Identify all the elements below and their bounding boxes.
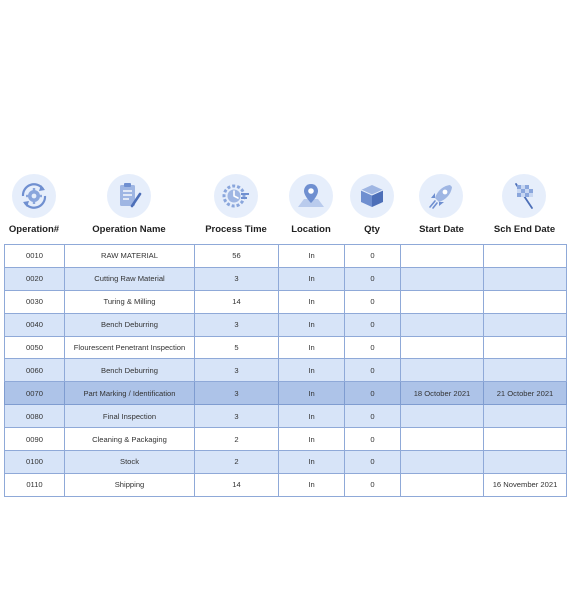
- location-cell: In: [279, 336, 345, 359]
- qty-cell: 0: [345, 336, 401, 359]
- start-date-cell: [401, 359, 484, 382]
- operations-table: [4, 244, 567, 497]
- operation-number-cell: 0020: [5, 267, 65, 290]
- process-time-cell: 5: [195, 336, 279, 359]
- start-date-cell: [401, 473, 484, 496]
- start-date-cell: [401, 336, 484, 359]
- header-start-date[interactable]: Start Date: [419, 224, 464, 235]
- start-date-cell: [401, 405, 484, 428]
- operation-number-cell: 0040: [5, 313, 65, 336]
- header-location[interactable]: Location: [291, 224, 331, 235]
- location-cell: In: [279, 405, 345, 428]
- end-date-cell: [484, 451, 567, 474]
- end-date-cell: [484, 313, 567, 336]
- process-time-cell: 14: [195, 290, 279, 313]
- qty-cell: 0: [345, 428, 401, 451]
- process-time-cell: 56: [195, 245, 279, 268]
- location-cell: In: [279, 428, 345, 451]
- location-cell: In: [279, 267, 345, 290]
- end-date-cell: [484, 245, 567, 268]
- operations-table-body: [5, 245, 567, 497]
- table-row[interactable]: [5, 290, 567, 313]
- process-time-cell: 3: [195, 382, 279, 405]
- qty-cell: 0: [345, 473, 401, 496]
- table-row[interactable]: [5, 336, 567, 359]
- start-date-cell: [401, 267, 484, 290]
- qty-cell: 0: [345, 245, 401, 268]
- qty-cell: 0: [345, 313, 401, 336]
- qty-cell: 0: [345, 451, 401, 474]
- operation-number-cell: 0110: [5, 473, 65, 496]
- operation-number-cell: 0070: [5, 382, 65, 405]
- table-row[interactable]: [5, 313, 567, 336]
- operation-name-cell: Shipping: [65, 473, 195, 496]
- process-time-cell: 3: [195, 359, 279, 382]
- location-cell: In: [279, 382, 345, 405]
- location-cell: In: [279, 359, 345, 382]
- table-row[interactable]: [5, 428, 567, 451]
- end-date-cell: [484, 359, 567, 382]
- end-date-cell: [484, 428, 567, 451]
- header-operation[interactable]: Operation#: [8, 224, 60, 235]
- operation-number-cell: 0080: [5, 405, 65, 428]
- start-date-cell: [401, 428, 484, 451]
- header-sch-end-date[interactable]: Sch End Date: [493, 224, 556, 235]
- operation-name-cell: Cleaning & Packaging: [65, 428, 195, 451]
- process-time-cell: 3: [195, 267, 279, 290]
- table-row[interactable]: [5, 245, 567, 268]
- qty-cell: 0: [345, 359, 401, 382]
- location-cell: In: [279, 290, 345, 313]
- operation-number-cell: 0050: [5, 336, 65, 359]
- end-date-cell: [484, 336, 567, 359]
- end-date-cell: [484, 405, 567, 428]
- header-process-time[interactable]: Process Time: [205, 224, 267, 235]
- operation-number-cell: 0030: [5, 290, 65, 313]
- process-time-cell: 14: [195, 473, 279, 496]
- start-date-cell: 18 October 2021: [401, 382, 484, 405]
- gear-cycle-icon: [12, 174, 56, 218]
- location-cell: In: [279, 313, 345, 336]
- process-time-cell: 2: [195, 428, 279, 451]
- process-time-cell: 3: [195, 405, 279, 428]
- qty-cell: 0: [345, 290, 401, 313]
- operation-name-cell: Part Marking / Identification: [65, 382, 195, 405]
- operation-number-cell: 0010: [5, 245, 65, 268]
- qty-cell: 0: [345, 382, 401, 405]
- table-row[interactable]: [5, 382, 567, 405]
- table-row[interactable]: [5, 405, 567, 428]
- start-date-cell: [401, 290, 484, 313]
- start-date-cell: [401, 451, 484, 474]
- operation-name-cell: Cutting Raw Material: [65, 267, 195, 290]
- start-date-cell: [401, 313, 484, 336]
- process-time-cell: 2: [195, 451, 279, 474]
- table-row[interactable]: [5, 359, 567, 382]
- operation-name-cell: Bench Deburring: [65, 313, 195, 336]
- operation-name-cell: Final Inspection: [65, 405, 195, 428]
- operation-name-cell: Stock: [65, 451, 195, 474]
- clock-gear-icon: [214, 174, 258, 218]
- table-row[interactable]: [5, 451, 567, 474]
- end-date-cell: 21 October 2021: [484, 382, 567, 405]
- qty-cell: 0: [345, 267, 401, 290]
- header-operation-name[interactable]: Operation Name: [92, 224, 166, 235]
- end-date-cell: [484, 290, 567, 313]
- operation-name-cell: Turing & Milling: [65, 290, 195, 313]
- end-date-cell: [484, 267, 567, 290]
- table-header: [0, 224, 570, 240]
- map-pin-icon: [289, 174, 333, 218]
- table-row[interactable]: [5, 473, 567, 496]
- process-time-cell: 3: [195, 313, 279, 336]
- qty-cell: 0: [345, 405, 401, 428]
- location-cell: In: [279, 451, 345, 474]
- finish-flag-icon: [502, 174, 546, 218]
- table-row[interactable]: [5, 267, 567, 290]
- operation-number-cell: 0060: [5, 359, 65, 382]
- rocket-icon: [419, 174, 463, 218]
- operation-name-cell: Flourescent Penetrant Inspection: [65, 336, 195, 359]
- end-date-cell: 16 November 2021: [484, 473, 567, 496]
- operation-name-cell: Bench Deburring: [65, 359, 195, 382]
- operation-number-cell: 0090: [5, 428, 65, 451]
- location-cell: In: [279, 473, 345, 496]
- column-icon-row: [0, 174, 570, 222]
- start-date-cell: [401, 245, 484, 268]
- box-icon: [350, 174, 394, 218]
- operation-number-cell: 0100: [5, 451, 65, 474]
- document-pen-icon: [107, 174, 151, 218]
- header-qty[interactable]: Qty: [364, 224, 380, 235]
- operation-name-cell: RAW MATERIAL: [65, 245, 195, 268]
- location-cell: In: [279, 245, 345, 268]
